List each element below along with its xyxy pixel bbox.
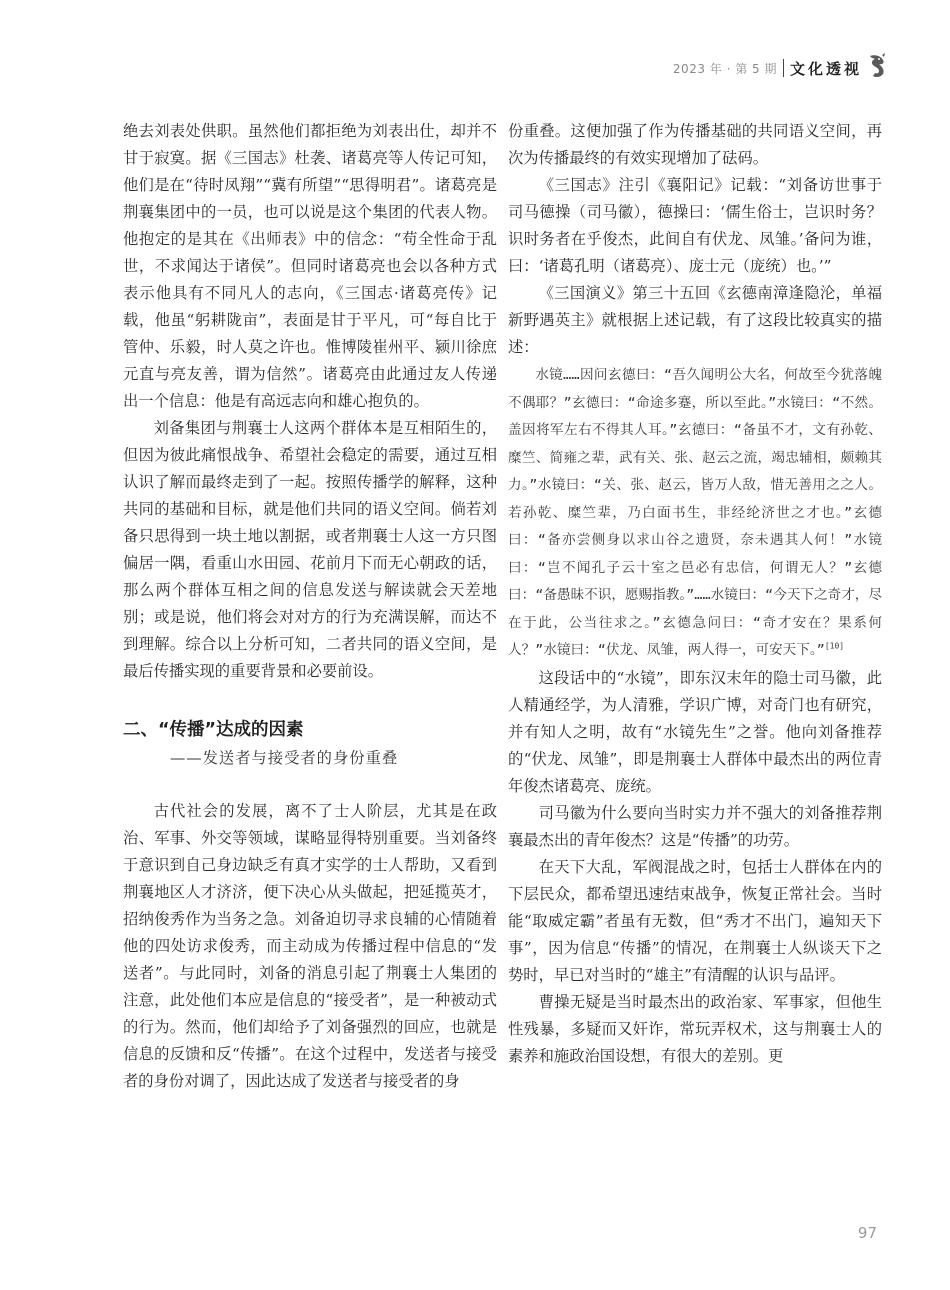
body-paragraph: 刘备集团与荆襄士人这两个群体本是互相陌生的，但因为彼此痛恨战争、希望社会稳定的需要，通过互相认识了解而最终走到了一起。按照传播学的解释，这种共同的基础和目标，就是他们共同的语义空间。倘若刘备只思得到一块土地以割据，或者荆襄士人这一方只图偏居一隅，看重山水田园、花前月下而无心朝政的话，那么两个群体互相之间的信息发送与解读就会天差地别；或是说，他们将会对对方的行为充满误解，而达不到理解。综合以上分析可知，二者共同的语义空间，是最后传播实现的重要背景和必要前设。 — [123, 419, 497, 680]
body-paragraph: 《三国演义》第三十五回《玄德南漳逢隐沦，单福新野遇英主》就根据上述记载，有了这段比较真实的描述： — [508, 284, 882, 356]
body-paragraph: 《三国志》注引《襄阳记》记载：“刘备访世事于司马德操（司马徽），德操曰：‘儒生俗士，岂识时务？识时务者在乎俊杰，此间自有伏龙、凤雏。’备问为谁，曰：‘诸葛孔明（诸葛亮）、庞士元（庞统）也。’” — [508, 176, 882, 275]
section-subheading: ——发送者与接受者的身份重叠 — [170, 749, 399, 767]
body-paragraph: 这段话中的“水镜”，即东汉末年的隐士司马徽，此人精通经学，为人清雅，学识广博，对奇门也有研究，并有知人之明，故有“水镜先生”之誉。他向刘备推荐的“伏龙、凤雏”，即是荆襄士人群体中最杰出的两位青年俊杰诸葛亮、庞统。 — [508, 668, 882, 795]
quote-block — [508, 362, 882, 665]
quote-text: 水镜……因问玄德曰：“吾久闻明公大名，何故至今犹落魄不偶耶？”玄德曰：“命途多蹇，所以至此。”水镜曰：“不然。盖因将军左右不得其人耳。”玄德曰：“备虽不才，文有孙乾、糜竺、简雍之辈，武有关、张、赵云之流，竭忠辅相，颇赖其力。”水镜曰：“关、张、赵云，皆万人敌，惜无善用之之人。若孙乾、糜竺辈，乃白面书生，非经纶济世之才也。”玄德曰：“备亦尝侧身以求山谷之遗贤，奈未遇其人何！”水镜曰：“岂不闻孔子云十室之邑必有忠信，何谓无人？”玄德曰：“备愚昧不识，愿赐指教。”……水镜曰：“今天下之奇才，尽在于此，公当往求之。”玄德急问曰：“奇才安在？果系何人？”水镜曰：“伏龙、凤雏，两人得一，可安天下。” — [508, 367, 882, 658]
column-name: 文化透视 — [789, 59, 862, 78]
body-paragraph: 绝去刘表处供职。虽然他们都拒绝为刘表出仕，却并不甘于寂寞。据《三国志》杜袭、诸葛亮等人传记可知，他们是在“待时凤翔”“冀有所望”“思得明君”。诸葛亮是荆襄集团中的一员，也可以说是这个集团的代表人物。他抱定的是其在《出师表》中的信念：“苟全性命于乱世，不求闻达于诸侯”。但同时诸葛亮也会以各种方式表示他具有不同凡人的志向，《三国志·诸葛亮传》记载，他虽“躬耕陇亩”，表面是甘于平凡，可“每自比于管仲、乐毅，时人莫之许也。惟博陵崔州平、颍川徐庶元直与亮友善，谓为信然”。诸葛亮由此通过友人传递出一个信息：他是有高远志向和雄心抱负的。 — [123, 122, 497, 410]
right-column — [508, 118, 882, 1070]
issue-label: 2023 年 · 第 5 期 — [672, 61, 777, 76]
body-paragraph: 曹操无疑是当时最杰出的政治家、军事家，但他生性残暴，多疑而又奸诈，常玩弄权术，这与荆襄士人的素养和施政治国设想，有很大的差别。更 — [508, 992, 882, 1065]
body-paragraph: 古代社会的发展，离不了士人阶层，尤其是在政治、军事、外交等领域，谋略显得特别重要。当刘备终于意识到自己身边缺乏有真才实学的士人帮助，又看到荆襄地区人才济济，便下决心从头做起，把延揽英才，招纳俊秀作为当务之急。刘备迫切寻求良辅的心情随着他的四处访求俊秀，而主动成为传播过程中信息的“发送者”。与此同时，刘备的消息引起了荆襄士人集团的注意，此处他们本应是信息的“接受者”，是一种被动式的行为。然而，他们却给予了刘备强烈的回应，也就是信息的反馈和反“传播”。在这个过程中，发送者与接受者的身份对调了，因此达成了发送者与接受者的身 — [123, 802, 497, 1090]
header-divider — [783, 59, 784, 77]
left-column — [123, 118, 497, 1095]
section-heading: 二、“传播”达成的因素 — [123, 720, 304, 740]
body-paragraph: 份重叠。这便加强了作为传播基础的共同语义空间，再次为传播最终的有效实现增加了砝码。 — [508, 122, 882, 167]
running-header — [673, 56, 888, 80]
body-paragraph: 司马徽为什么要向当时实力并不强大的刘备推荐荆襄最杰出的青年俊杰？这是“传播”的功劳。 — [508, 803, 882, 849]
page-number: 97 — [857, 1224, 877, 1242]
body-paragraph: 在天下大乱，军阀混战之时，包括士人群体在内的下层民众，都希望迅速结束战争，恢复正常社会。当时能“取威定霸”者虽有无数，但“秀才不出门，遍知天下事”，因为信息“传播”的情况，在荆襄士人纵谈天下之势时，早已对当时的“雄主”有清醒的认识与品评。 — [508, 857, 882, 984]
citation-ref: [10] — [824, 641, 845, 651]
dragon-emblem-icon — [866, 53, 888, 83]
